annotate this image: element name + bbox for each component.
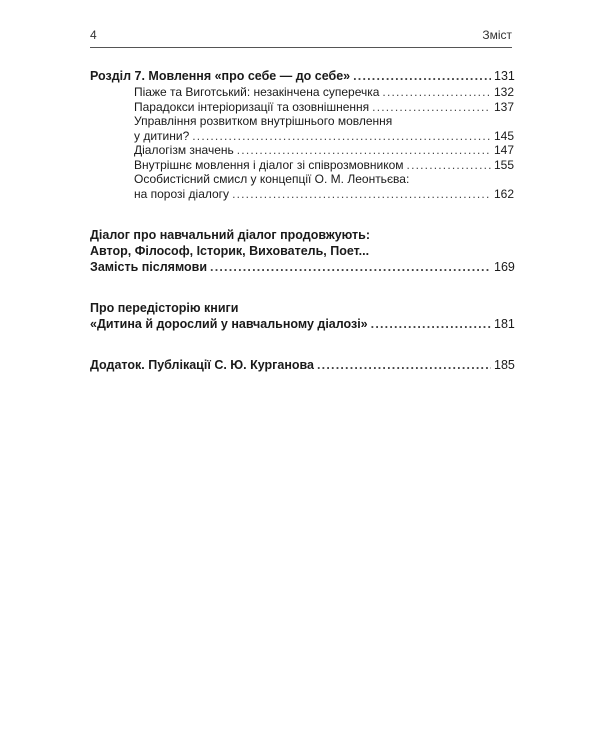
toc-entry-appendix[interactable] bbox=[90, 357, 515, 373]
toc-entry-title: Розділ 7. Мовлення «про себе — до себе» bbox=[90, 69, 351, 83]
toc-entry-title-line: Діалог про навчальний діалог продовжують: bbox=[90, 228, 370, 242]
toc-entry-page: 147 bbox=[494, 143, 515, 157]
toc-entry-sub-3[interactable] bbox=[90, 114, 515, 143]
toc-entry-chapter-7[interactable] bbox=[90, 68, 515, 84]
toc-entry-sub-1[interactable] bbox=[90, 85, 515, 100]
toc-entry-page: 169 bbox=[494, 260, 515, 274]
dot-leader bbox=[237, 143, 491, 158]
toc-entry-title: Парадокси інтеріоризації та озовнішнення bbox=[134, 99, 370, 114]
toc-entry-sub-2[interactable] bbox=[90, 99, 515, 115]
toc-entry-page: 137 bbox=[494, 99, 515, 114]
toc-entry-prehistory[interactable] bbox=[90, 300, 515, 332]
dot-leader bbox=[382, 85, 491, 100]
toc-entry-sub-4[interactable] bbox=[90, 143, 515, 158]
toc-entry-page: 185 bbox=[494, 358, 515, 372]
dot-leader bbox=[407, 158, 491, 173]
toc-entry-title: Додаток. Публікації С. Ю. Курганова bbox=[90, 358, 314, 372]
dot-leader bbox=[353, 68, 491, 84]
dot-leader bbox=[317, 357, 491, 373]
toc-entry-title-line: Особистісний смисл у концепції О. М. Леонтьєва: bbox=[134, 172, 410, 186]
toc-entry-title: на порозі діалогу bbox=[134, 186, 230, 201]
toc-entry-page: 181 bbox=[494, 317, 515, 331]
table-of-contents bbox=[90, 68, 515, 374]
page-header bbox=[90, 28, 512, 48]
toc-entry-page: 162 bbox=[494, 186, 515, 201]
toc-entry-page: 145 bbox=[494, 128, 515, 143]
toc-entry-sub-5[interactable] bbox=[90, 157, 515, 173]
toc-entry-title: Діалогізм значень bbox=[134, 143, 234, 157]
dot-leader bbox=[192, 129, 491, 144]
toc-entry-title: Замість післямови bbox=[90, 260, 208, 274]
section-title: Зміст bbox=[482, 28, 512, 42]
dot-leader bbox=[371, 316, 491, 332]
dot-leader bbox=[232, 187, 491, 202]
toc-entry-title: «Дитина й дорослий у навчальному діалозі» bbox=[90, 317, 368, 331]
toc-entry-page: 131 bbox=[494, 69, 515, 83]
toc-entry-title-line: Управління розвитком внутрішнього мовлення bbox=[134, 114, 393, 128]
toc-entry-title-line: Про передісторію книги bbox=[90, 301, 239, 315]
page-number: 4 bbox=[90, 28, 97, 42]
dot-leader bbox=[372, 100, 491, 115]
toc-entry-title: Внутрішнє мовлення і діалог зі співрозмовником bbox=[134, 157, 404, 172]
toc-entry-title: Піаже та Виготський: незакінчена суперечка bbox=[134, 85, 380, 99]
toc-entry-sub-6[interactable] bbox=[90, 172, 515, 201]
toc-entry-page: 132 bbox=[494, 85, 515, 99]
toc-entry-dialog[interactable] bbox=[90, 227, 515, 275]
toc-entry-title-line: Автор, Філософ, Історик, Вихователь, Поет... bbox=[90, 244, 370, 258]
dot-leader bbox=[210, 259, 491, 275]
toc-entry-title: у дитини? bbox=[134, 128, 190, 143]
toc-entry-page: 155 bbox=[494, 157, 515, 172]
